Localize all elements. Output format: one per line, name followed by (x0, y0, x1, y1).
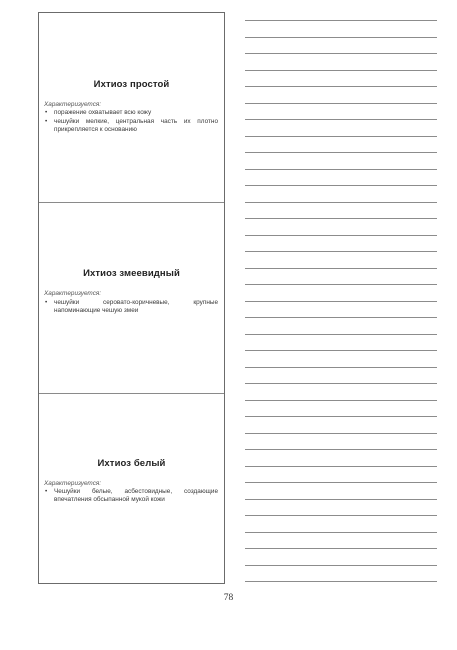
list-item: • чешуйки серовато-коричневые, крупные напоминающие чешую змеи (44, 299, 218, 316)
writing-line (245, 581, 437, 582)
writing-line (245, 119, 437, 120)
feature-list (44, 299, 218, 316)
writing-line (245, 565, 437, 566)
writing-line (245, 152, 437, 153)
card-description (44, 290, 218, 315)
writing-line (245, 515, 437, 516)
writing-line (245, 416, 437, 417)
writing-line (245, 383, 437, 384)
writing-line (245, 136, 437, 137)
writing-line (245, 218, 437, 219)
writing-line (245, 499, 437, 500)
writing-line (245, 20, 437, 21)
card-title: Ихтиоз белый (97, 457, 166, 469)
card-ichthyosis-serpentine (39, 202, 224, 392)
feature-list (44, 109, 218, 134)
description-label: Характеризуется: (44, 101, 102, 108)
writing-line (245, 202, 437, 203)
card-title: Ихтиоз простой (93, 79, 170, 90)
card-description (44, 101, 218, 135)
writing-line (245, 317, 437, 318)
description-label: Характеризуется: (44, 479, 102, 487)
writing-line (245, 37, 437, 38)
list-item: • Чешуйки белые, асбестовидные, создающие впечатления обсыпанной мукой кожи (44, 488, 218, 505)
writing-line (245, 284, 437, 285)
writing-line (245, 251, 437, 252)
writing-line (245, 70, 437, 71)
writing-line (245, 334, 437, 335)
writing-line (245, 103, 437, 104)
writing-line (245, 53, 437, 54)
writing-line (245, 235, 437, 236)
feature-list (44, 488, 218, 505)
writing-line (245, 532, 437, 533)
writing-line (245, 548, 437, 549)
writing-line (245, 86, 437, 87)
writing-line (245, 449, 437, 450)
card-ichthyosis-simple (39, 13, 224, 202)
list-item: • поражение охватывает всю кожу (44, 109, 218, 117)
card-description (44, 480, 218, 505)
writing-line (245, 400, 437, 401)
card-title: Ихтиоз змеевидный (83, 268, 180, 280)
page-number: 78 (223, 593, 234, 603)
writing-lines (245, 0, 437, 650)
list-item: • чешуйки мелкие, центральная часть их плотно прикрепляется к основанию (44, 118, 218, 135)
description-label: Характеризуется: (44, 290, 102, 298)
writing-line (245, 433, 437, 434)
writing-line (245, 268, 437, 269)
writing-line (245, 169, 437, 170)
card-ichthyosis-white (39, 393, 224, 583)
flashcard-column (38, 12, 225, 584)
writing-line (245, 482, 437, 483)
writing-line (245, 367, 437, 368)
writing-line (245, 301, 437, 302)
writing-line (245, 185, 437, 186)
writing-line (245, 466, 437, 467)
writing-line (245, 350, 437, 351)
